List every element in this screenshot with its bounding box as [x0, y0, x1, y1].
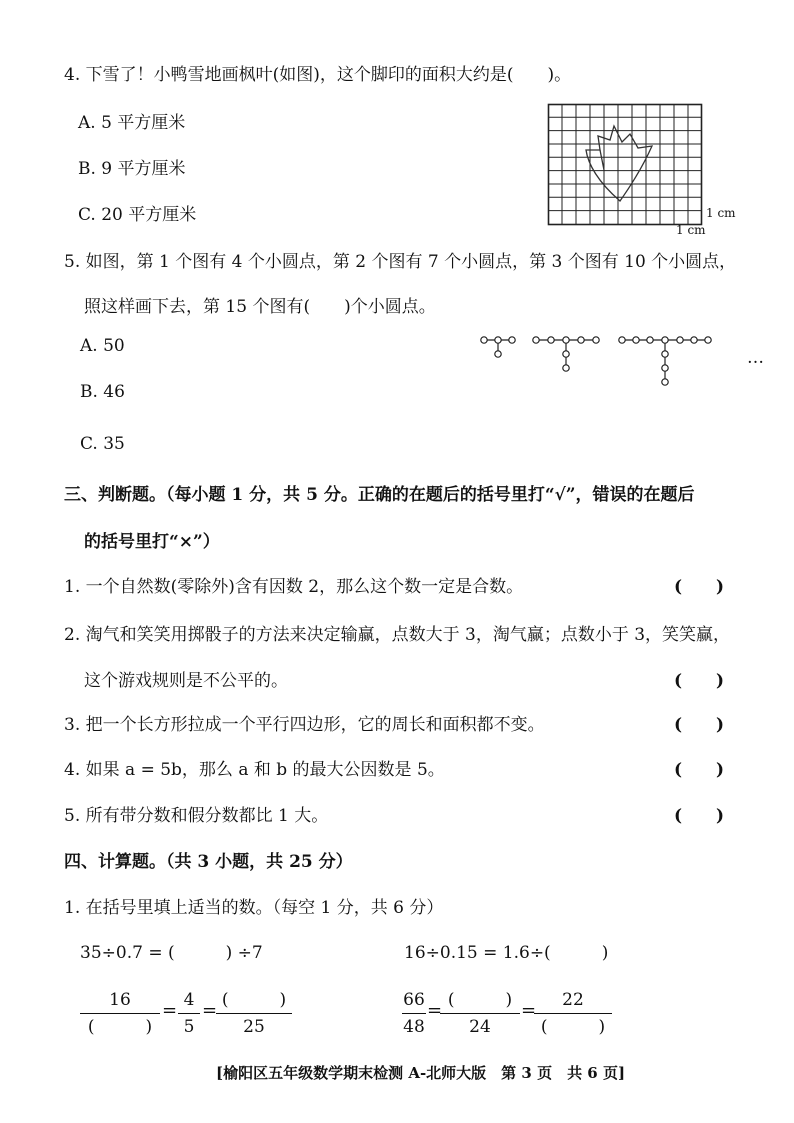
pattern-ellipsis: …	[747, 348, 764, 368]
q4-option-a: A. 5 平方厘米	[78, 113, 186, 133]
q4-stem: 4. 下雪了！小鸭雪地画枫叶(如图)，这个脚印的面积大约是( )。	[64, 65, 572, 85]
fraction-b3: 22 ( )	[534, 988, 612, 1039]
grid-label-bottom: 1 cm	[676, 223, 706, 237]
dot-pattern-figures	[478, 332, 728, 392]
equation-2: 16÷0.15 = 1.6÷( )	[404, 943, 609, 963]
judge-answer-bracket-4[interactable]: ( )	[674, 760, 725, 780]
judge-answer-bracket-5[interactable]: ( )	[674, 806, 725, 826]
q5-option-c: C. 35	[80, 434, 125, 454]
fraction-b1: 66 48	[403, 990, 425, 1037]
page-footer: [榆阳区五年级数学期末检测 A-北师大版 第 3 页 共 6 页]	[216, 1064, 626, 1082]
judge-item-2-cont: 这个游戏规则是不公平的。	[84, 671, 288, 691]
equals-sign: =	[202, 1000, 218, 1021]
section3-title-line2: 的括号里打“×”）	[84, 532, 220, 552]
equation-1: 35÷0.7 = ( ) ÷7	[80, 943, 263, 963]
fraction-a2: 4 5	[178, 988, 200, 1039]
section4-title: 四、计算题。（共 3 小题，共 25 分）	[64, 852, 353, 872]
grid-label-side: 1 cm	[706, 206, 736, 220]
judge-answer-bracket-3[interactable]: ( )	[674, 715, 725, 735]
section3-title-line1: 三、判断题。（每小题 1 分，共 5 分。正确的在题后的括号里打“√”，错误的在题后	[64, 485, 695, 505]
fraction-a3: ( ) 25	[216, 988, 292, 1039]
fraction-b2: ( ) 24	[440, 988, 520, 1039]
equals-sign: =	[427, 1000, 443, 1021]
judge-answer-bracket-2[interactable]: ( )	[674, 671, 725, 691]
judge-item-3: 3. 把一个长方形拉成一个平行四边形，它的周长和面积都不变。	[64, 715, 545, 735]
q4-option-c: C. 20 平方厘米	[78, 205, 197, 225]
q4-option-b: B. 9 平方厘米	[78, 159, 186, 179]
fraction-a1: 16 ( )	[80, 988, 160, 1039]
section4-q1: 1. 在括号里填上适当的数。（每空 1 分，共 6 分）	[64, 898, 444, 918]
q5-option-a: A. 50	[80, 336, 125, 356]
q5-stem-line2: 照这样画下去，第 15 个图有( )个小圆点。	[84, 297, 436, 317]
q5-stem-line1: 5. 如图，第 1 个图有 4 个小圆点，第 2 个图有 7 个小圆点，第 3 个图有 10 个小圆点，	[64, 252, 737, 272]
judge-answer-bracket-1[interactable]: ( )	[674, 577, 725, 597]
judge-item-2: 2. 淘气和笑笑用掷骰子的方法来决定输赢，点数大于 3，淘气赢；点数小于 3，笑笑赢，	[64, 625, 731, 645]
q5-option-b: B. 46	[80, 382, 125, 402]
equals-sign: =	[521, 1000, 537, 1021]
judge-item-4: 4. 如果 a = 5b，那么 a 和 b 的最大公因数是 5。	[64, 760, 445, 780]
equals-sign: =	[162, 1000, 178, 1021]
judge-item-1: 1. 一个自然数(零除外)含有因数 2，那么这个数一定是合数。	[64, 577, 524, 597]
leaf-footprint-grid	[548, 104, 708, 228]
judge-item-5: 5. 所有带分数和假分数都比 1 大。	[64, 806, 329, 826]
